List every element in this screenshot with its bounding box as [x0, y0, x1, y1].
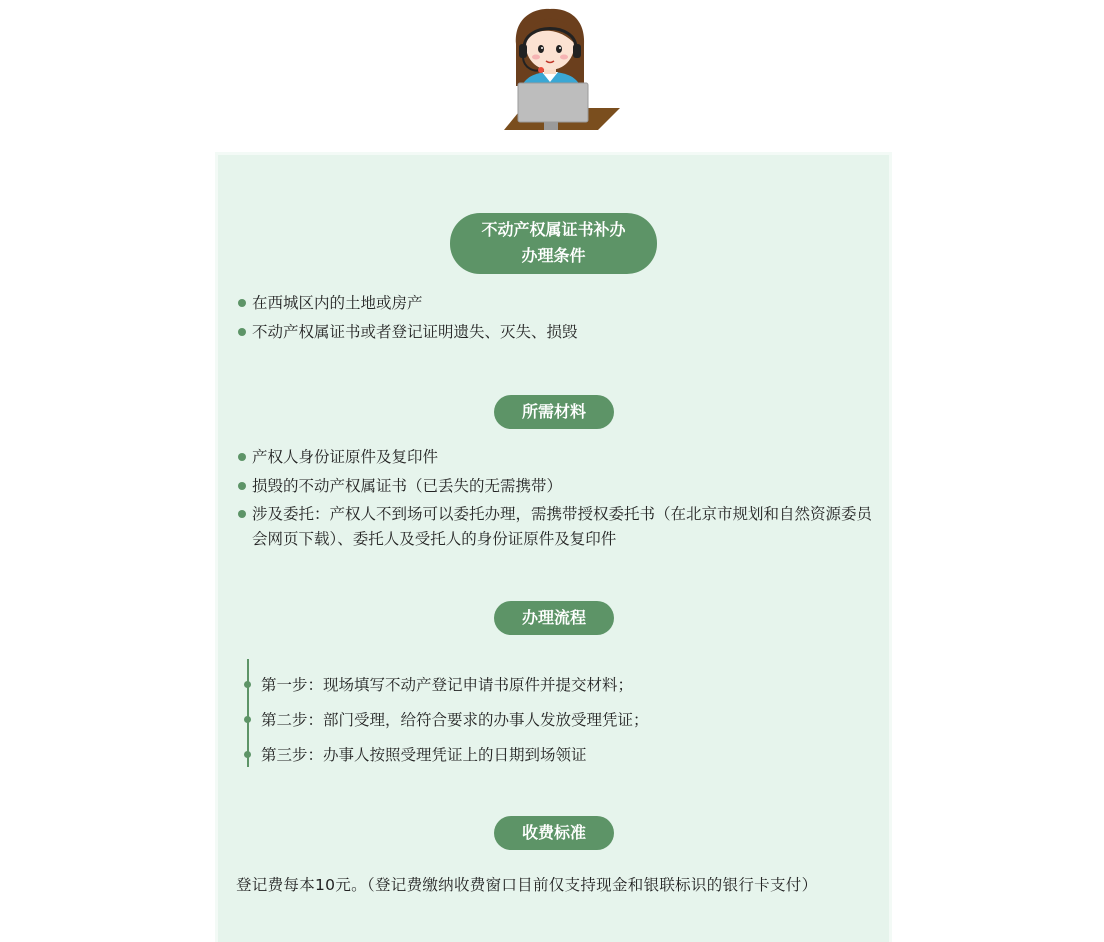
materials-list: [238, 445, 878, 555]
list-item: 涉及委托：产权人不到场可以委托办理，需携带授权委托书（在北京市规划和自然资源委员会网页下载）、委托人及受托人的身份证原件及复印件: [238, 502, 878, 551]
process-step-3: 第三步：办事人按照受理凭证上的日期到场领证: [261, 746, 587, 764]
process-step-2: 第二步：部门受理，给符合要求的办事人发放受理凭证；: [261, 711, 649, 729]
section-title-process: 办理流程: [494, 601, 614, 635]
list-item: 不动产权属证书或者登记证明遗失、灭失、损毁: [238, 320, 878, 345]
process-step-1: 第一步：现场填写不动产登记申请书原件并提交材料；: [261, 676, 634, 694]
list-item: 产权人身份证原件及复印件: [238, 445, 878, 470]
process-timeline: [247, 659, 847, 767]
section-title-line: 办理条件: [521, 246, 586, 265]
timeline-dot: [244, 716, 251, 723]
section-title-conditions: [450, 213, 657, 274]
customer-service-agent-icon: [486, 6, 622, 134]
section-title-materials: 所需材料: [494, 395, 614, 429]
list-item: 损毁的不动产权属证书（已丢失的无需携带）: [238, 474, 878, 499]
section-title-line: 不动产权属证书补办: [481, 220, 626, 239]
info-panel: [215, 152, 892, 942]
timeline-dot: [244, 751, 251, 758]
conditions-list: [238, 291, 878, 348]
timeline-dot: [244, 681, 251, 688]
fee-text: 登记费每本10元。（登记费缴纳收费窗口目前仅支持现金和银联标识的银行卡支付）: [236, 876, 818, 894]
section-title-fees: 收费标准: [494, 816, 614, 850]
list-item: 在西城区内的土地或房产: [238, 291, 878, 316]
